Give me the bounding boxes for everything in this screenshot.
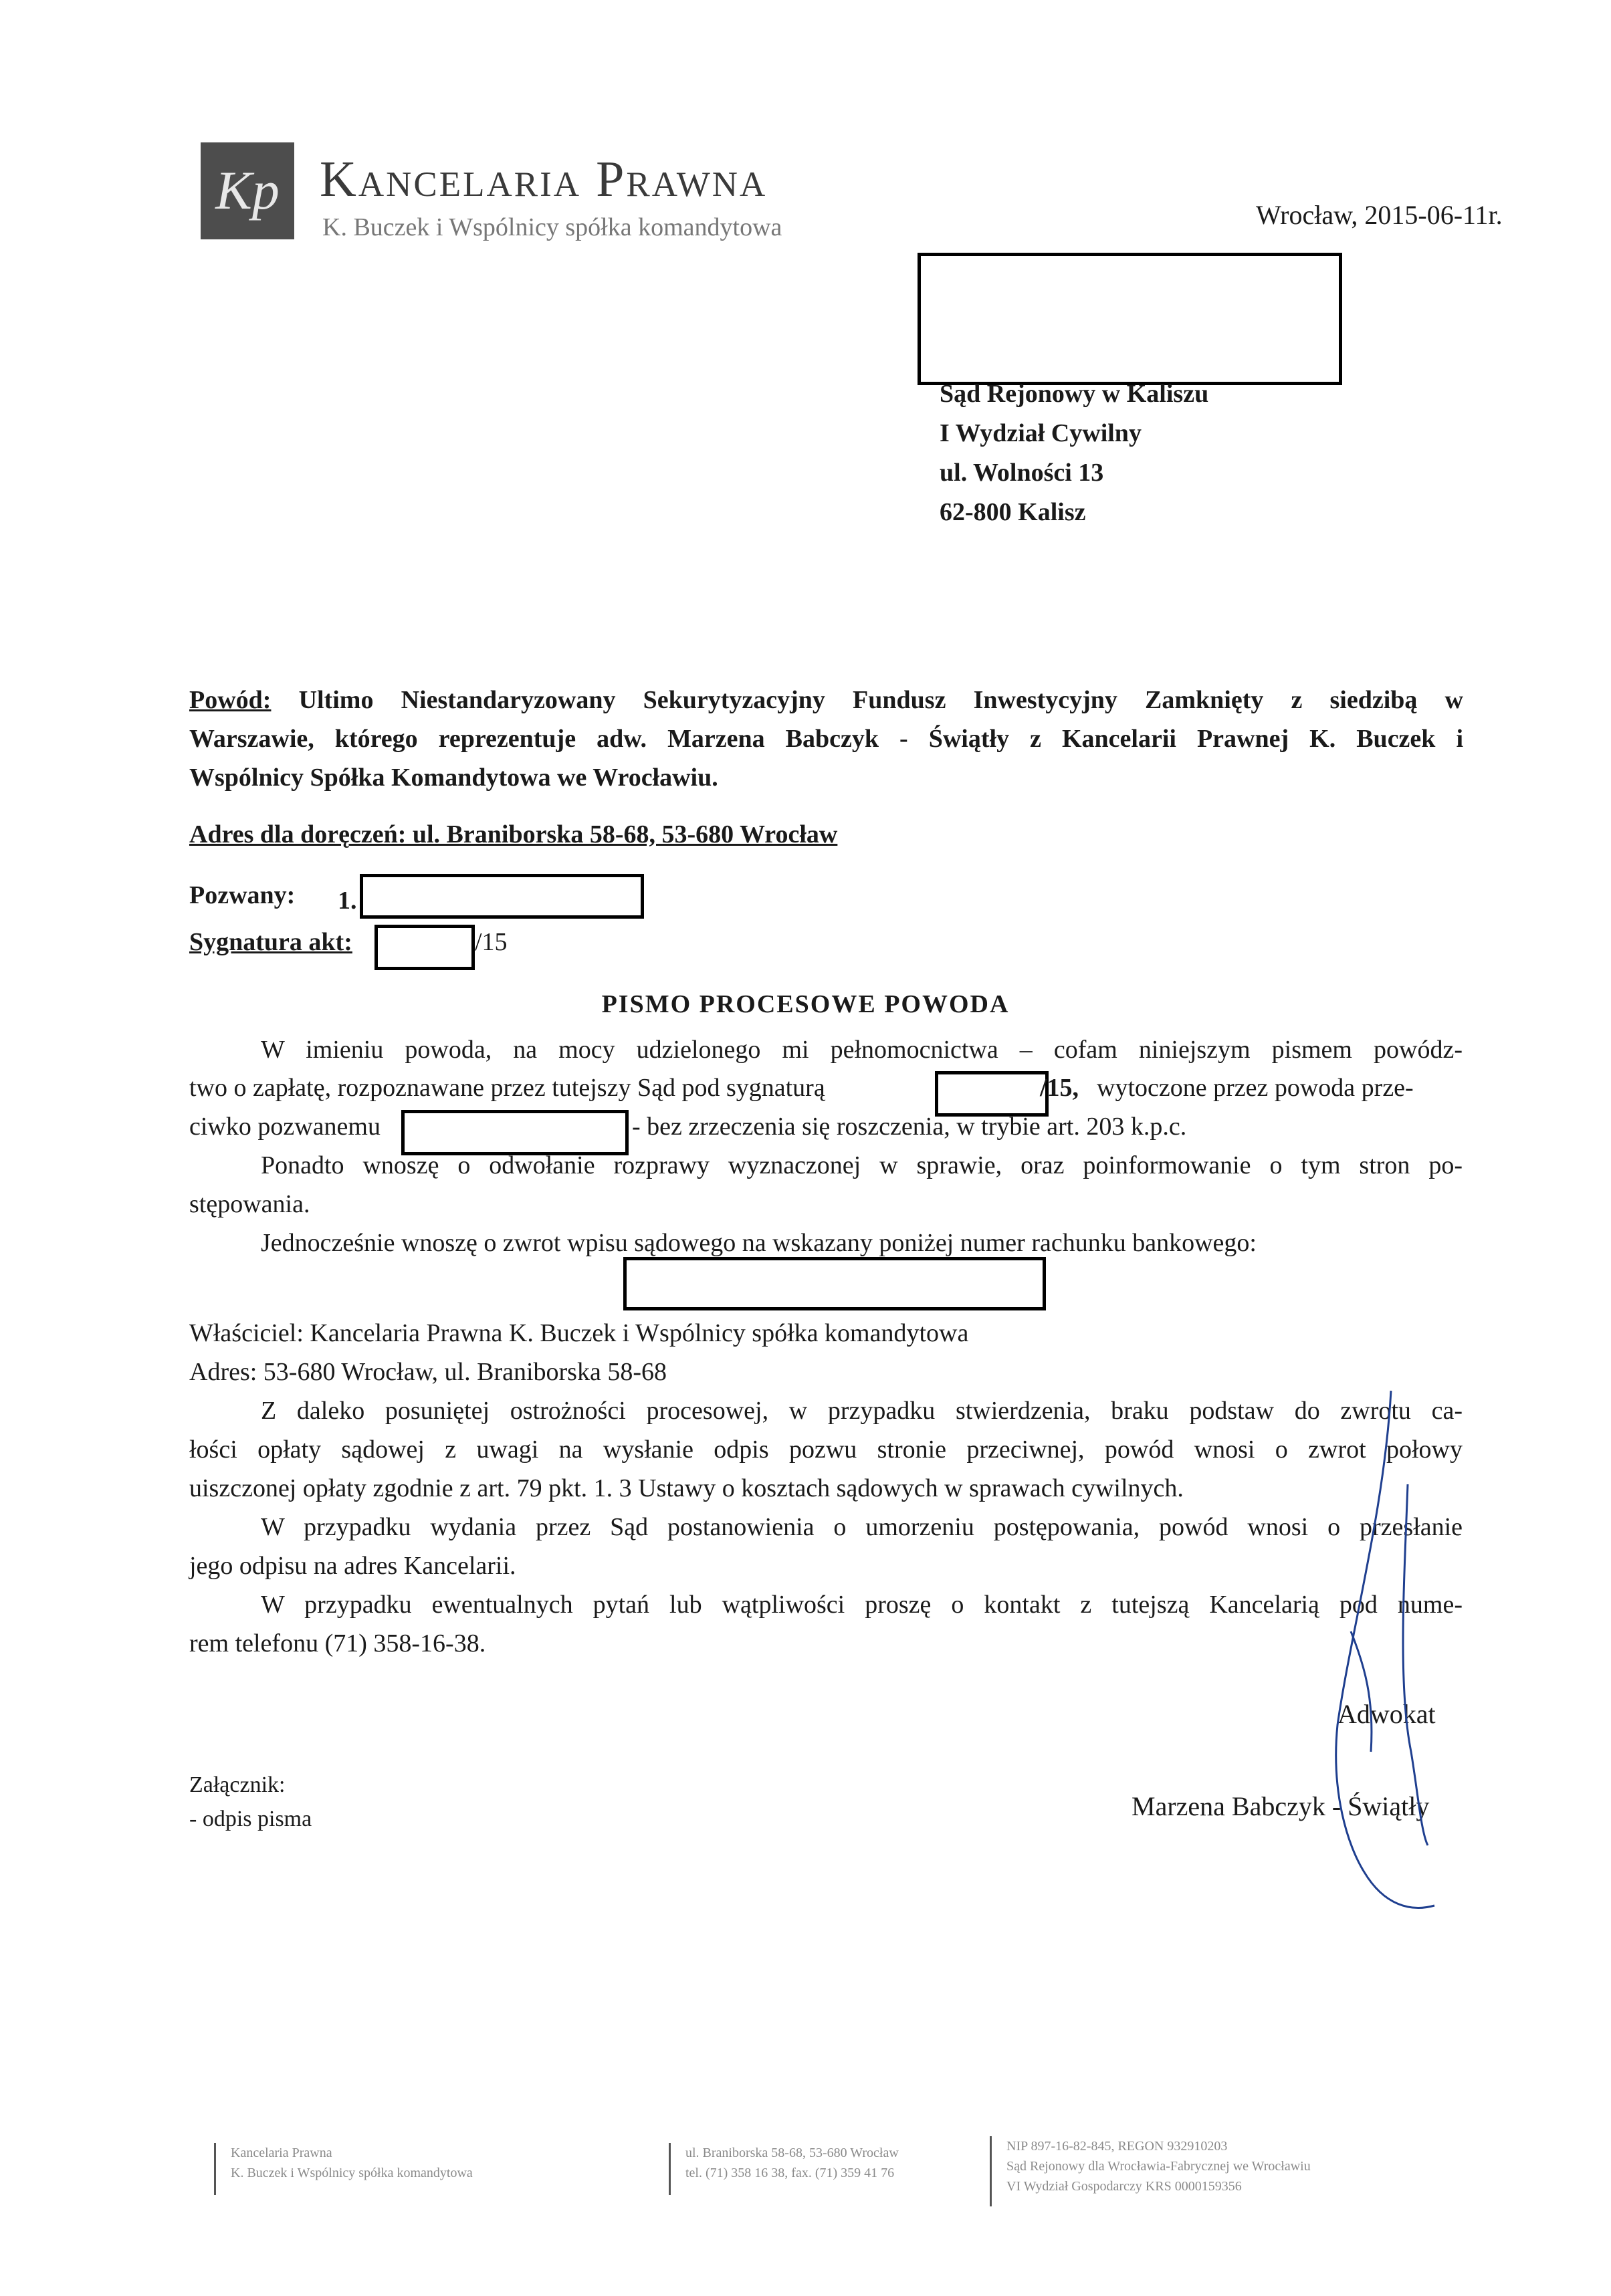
signature-title: Adwokat — [1337, 1699, 1436, 1729]
document-date: Wrocław, 2015-06-11r. — [1256, 200, 1503, 230]
body-text: rem telefonu (71) 358-16-38. — [189, 1629, 486, 1657]
signature-name: Marzena Babczyk - Świątły — [1132, 1791, 1430, 1821]
body-text: ciwko pozwanemu — [189, 1113, 381, 1141]
body-text: W przypadku wydania przez Sąd postanowienia o umorzeniu postępowania, powód wnosi o przesłanie — [261, 1513, 1463, 1541]
court-line: ul. Wolności 13 — [940, 459, 1104, 487]
court-line: I Wydział Cywilny — [940, 419, 1142, 447]
footer-firm: Kancelaria Prawna K. Buczek i Wspólnicy spółka komandytowa — [231, 2146, 473, 2180]
redacted-box — [623, 1257, 1046, 1310]
court-line: Sąd Rejonowy w Kaliszu — [940, 380, 1209, 408]
footer-divider — [669, 2143, 671, 2195]
body-text: W przypadku ewentualnych pytań lub wątpliwości proszę o kontakt z tutejszą Kancelarią pod nume- — [261, 1591, 1463, 1619]
delivery-address: Adres dla doręczeń: ul. Braniborska 58-68, 53-680 Wrocław — [189, 820, 838, 848]
body-text: - bez zrzeczenia się roszczenia, w trybie art. 203 k.p.c. — [632, 1113, 1187, 1141]
plaintiff-text: Warszawie, którego reprezentuje adw. Marzena Babczyk - Świątły z Kancelarii Prawnej K. Buczek i — [189, 725, 1463, 753]
redacted-box — [374, 925, 475, 970]
footer-divider — [990, 2136, 992, 2206]
body-text: stępowania. — [189, 1190, 310, 1218]
body-text: W imieniu powoda, na mocy udzielonego mi pełnomocnictwa – cofam niniejszym pismem powódz- — [261, 1036, 1463, 1064]
redacted-box — [360, 874, 644, 919]
plaintiff-text: Wspólnicy Spółka Komandytowa we Wrocławiu. — [189, 764, 718, 792]
defendant-number: 1. — [338, 887, 357, 915]
redacted-box — [401, 1110, 629, 1155]
attachment-label: Załącznik: — [189, 1772, 286, 1797]
case-number-suffix: /15 — [475, 928, 508, 956]
plaintiff-label: Powód: — [189, 686, 272, 714]
body-text: Z daleko posuniętej ostrożności procesowej, w przypadku stwierdzenia, braku podstaw do zwrotu ca- — [261, 1397, 1463, 1425]
body-text: jego odpisu na adres Kancelarii. — [189, 1552, 516, 1580]
firm-subtitle: K. Buczek i Wspólnicy spółka komandytowa — [322, 213, 782, 241]
court-line: 62-800 Kalisz — [940, 498, 1086, 526]
plaintiff-text: Ultimo Niestandaryzowany Sekurytyzacyjny Fundusz Inwestycyjny Zamknięty z siedzibą w — [298, 686, 1463, 714]
body-text: łości opłaty sądowej z uwagi na wysłanie odpis pozwu stronie przeciwnej, powód wnosi o zwrot połowy — [189, 1436, 1463, 1464]
firm-name: Kancelaria Prawna — [320, 151, 768, 207]
footer-contact: ul. Braniborska 58-68, 53-680 Wrocław tel. (71) 358 16 38, fax. (71) 359 41 76 — [685, 2146, 899, 2180]
court-address — [940, 374, 1208, 532]
body-text: uiszczonej opłaty zgodnie z art. 79 pkt. 1. 3 Ustawy o kosztach sądowych w sprawach cywilnych. — [189, 1474, 1184, 1502]
handwritten-signature — [1311, 1377, 1471, 1926]
case-number-label: Sygnatura akt: — [189, 928, 352, 956]
footer-divider — [214, 2143, 216, 2195]
defendant-label: Pozwany: — [189, 881, 296, 909]
body-text: /15, — [1040, 1074, 1079, 1102]
plaintiff-block — [189, 681, 1463, 797]
redacted-box — [918, 253, 1342, 385]
footer-registry: NIP 897-16-82-845, REGON 932910203 Sąd Rejonowy dla Wrocławia-Fabrycznej we Wrocławiu VI Wydział Gospodarczy KRS 0000159356 — [1006, 2139, 1311, 2194]
body-text: Jednocześnie wnoszę o zwrot wpisu sądowego na wskazany poniżej numer rachunku bankowego: — [261, 1229, 1257, 1257]
owner-line: Właściciel: Kancelaria Prawna K. Buczek i Wspólnicy spółka komandytowa — [189, 1319, 969, 1347]
redacted-box — [935, 1071, 1049, 1117]
logo-monogram: Kp — [215, 160, 280, 221]
attachment-item: - odpis pisma — [189, 1807, 312, 1831]
document-title: PISMO PROCESOWE POWODA — [601, 990, 1010, 1018]
body-text: two o zapłatę, rozpoznawane przez tutejszy Sąd pod sygnaturą — [189, 1074, 825, 1102]
body-text: wytoczone przez powoda prze- — [1097, 1074, 1414, 1102]
body-text: Ponadto wnoszę o odwołanie rozprawy wyznaczonej w sprawie, oraz poinformowanie o tym stron po- — [261, 1151, 1463, 1179]
owner-address: Adres: 53-680 Wrocław, ul. Braniborska 58-68 — [189, 1358, 667, 1386]
